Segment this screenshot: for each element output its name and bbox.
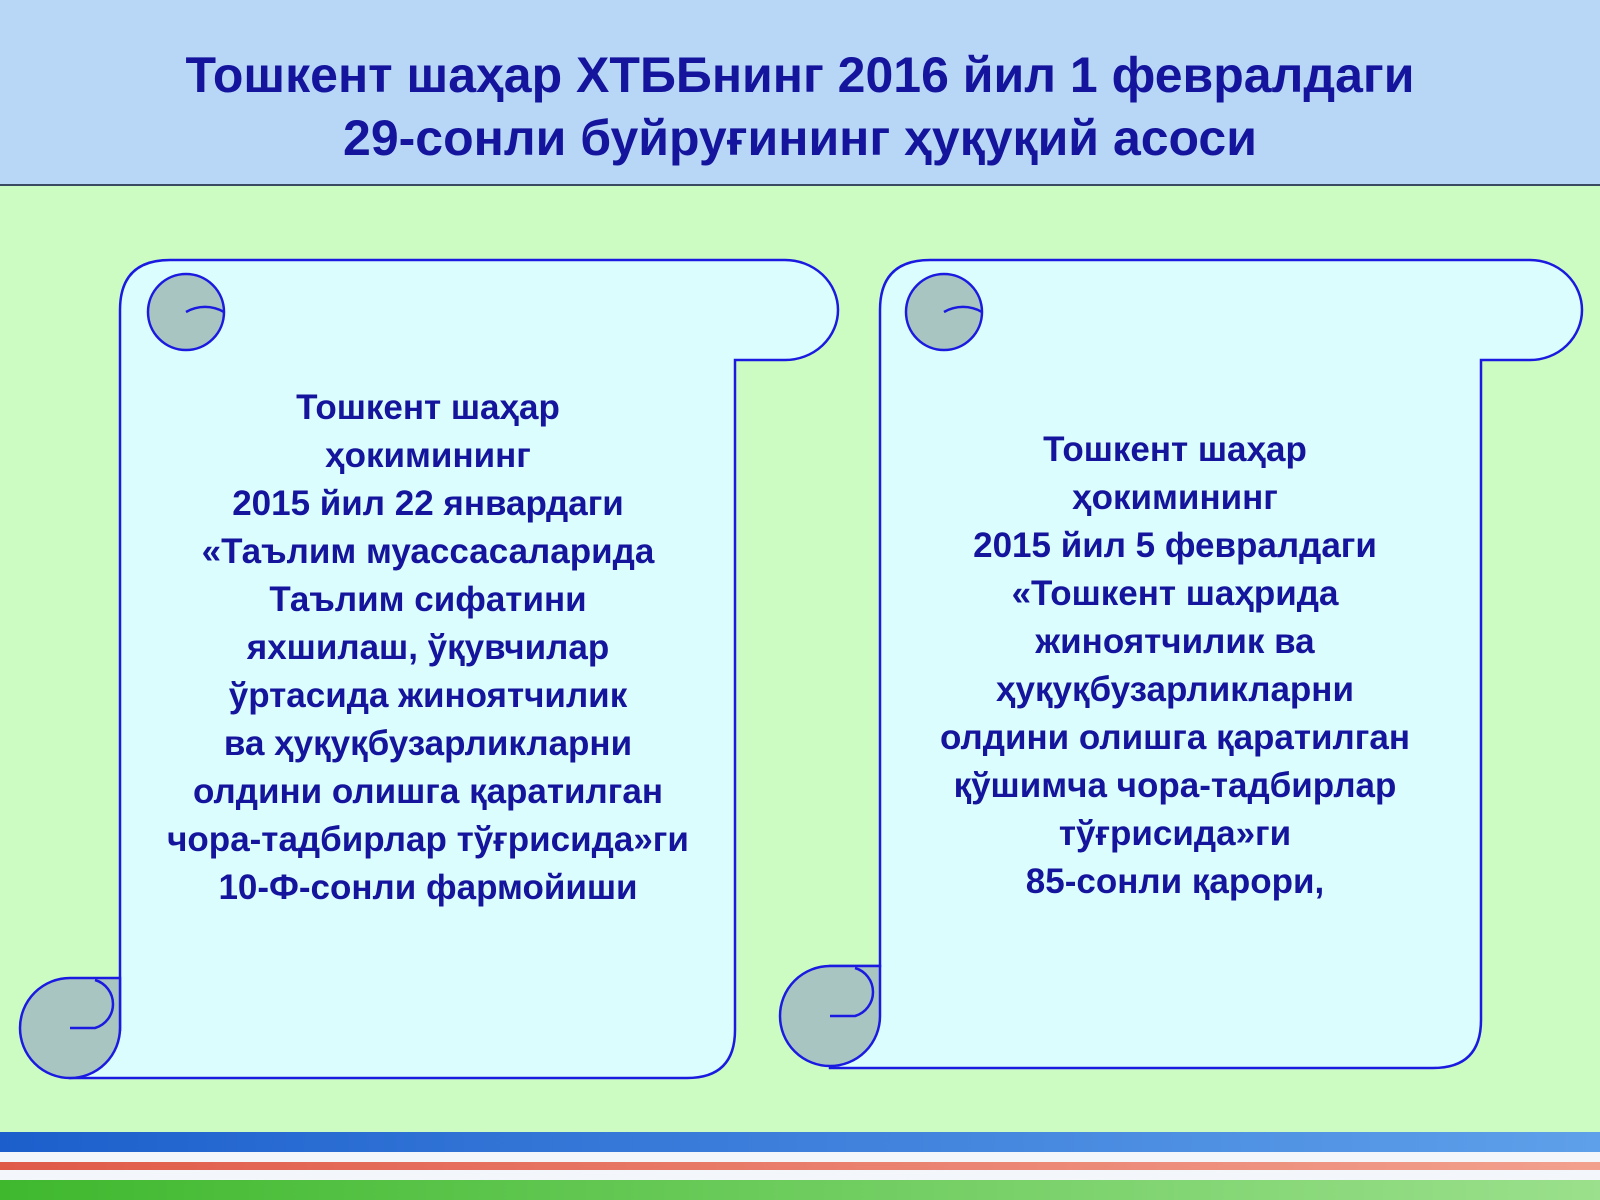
scroll-text-line: тўғрисида»ги (1058, 814, 1292, 853)
scroll-text-line: чора-тадбирлар тўғрисида»ги (167, 820, 689, 859)
scroll-text-line: 10-Ф-сонли фармойиши (218, 868, 638, 907)
scroll-text-line: ва ҳуқуқбузарликларни (223, 724, 633, 763)
footer-stripe-white (0, 1152, 1600, 1162)
footer-stripe-red (0, 1162, 1600, 1170)
scroll-text-line: жиноятчилик ва (1035, 622, 1315, 661)
scroll-text-line: Тошкент шаҳар (1043, 430, 1307, 469)
scroll-text-line: «Тошкент шаҳрида (1011, 574, 1339, 613)
scroll-text-line: 2015 йил 22 январдаги (232, 484, 624, 523)
scroll-text-line: Таълим сифатини (269, 580, 587, 619)
title-line: 29-сонли буйруғининг ҳуқуқий асоси (343, 110, 1257, 166)
scroll-text-line: ўртасида жиноятчилик (228, 676, 628, 715)
footer-stripes (0, 1132, 1600, 1200)
scroll-text-line: олдини олишга қаратилган (193, 772, 663, 811)
title-line: Тошкент шаҳар ХТББнинг 2016 йил 1 февралдаги (185, 47, 1415, 103)
footer-stripe-green (0, 1180, 1600, 1200)
right-scroll-text (880, 426, 1470, 906)
scroll-text-line: Тошкент шаҳар (296, 388, 560, 427)
scroll-text-line: ҳокимининг (1072, 478, 1278, 517)
left-scroll-text (118, 384, 738, 912)
scroll-text-line: ҳуқуқбузарликларни (996, 670, 1354, 709)
scroll-text-line: яхшилаш, ўқувчилар (246, 628, 610, 667)
scroll-text-line: қўшимча чора-тадбирлар (953, 766, 1397, 805)
scroll-text-line: 2015 йил 5 февралдаги (973, 526, 1377, 565)
footer-stripe-white (0, 1170, 1600, 1180)
scroll-text-line: «Таълим муассасаларида (201, 532, 655, 571)
footer-stripe-blue (0, 1132, 1600, 1152)
scroll-text-line: 85-сонли қарори, (1025, 862, 1325, 901)
scroll-text-line: олдини олишга қаратилган (940, 718, 1410, 757)
scroll-text-line: ҳокимининг (325, 436, 531, 475)
